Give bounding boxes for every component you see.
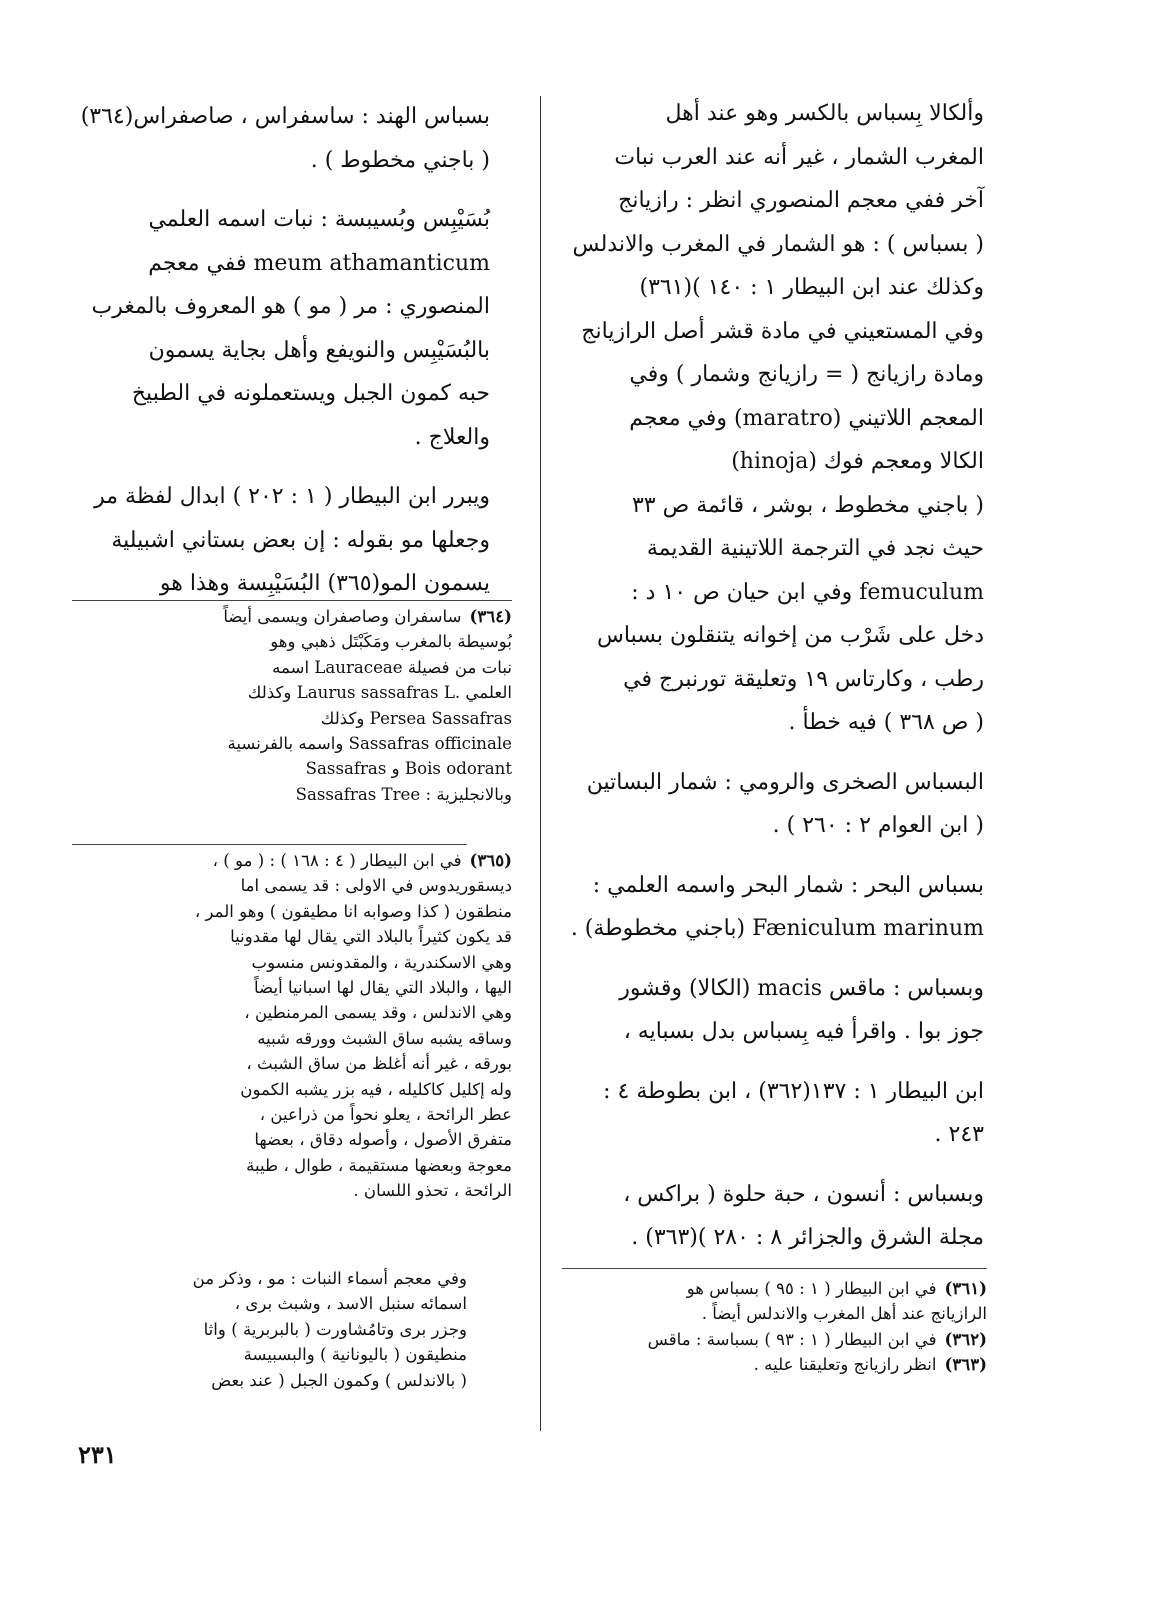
text-line: femuculum وفي ابن حيان ص ١٠ د : bbox=[631, 579, 984, 605]
text-line: المعجم اللاتيني (maratro) وفي معجم bbox=[629, 405, 984, 431]
text-line: اسمائه سنبل الاسد ، وشبث برى ، bbox=[234, 1294, 467, 1314]
text-line: ديسقوريدوس في الاولى : قد يسمى اما bbox=[240, 876, 512, 896]
left-column bbox=[72, 95, 490, 622]
text-line: المغرب الشمار ، غير أنه عند العرب نبات bbox=[614, 144, 984, 170]
footnote-number: (٣٦٣) bbox=[944, 1354, 987, 1375]
text-line: قد يكون كثيراً بالبلاد التي يقال لها مقدونيا bbox=[230, 927, 512, 947]
footnote-number: (٣٦٢) bbox=[944, 1328, 987, 1349]
text-line: ( ص ٣٦٨ ) فيه خطأ . bbox=[788, 710, 984, 735]
text-line: والعلاج . bbox=[414, 424, 490, 450]
text-line: رطب ، وكارتاس ١٩ وتعليقة تورنبرج في bbox=[623, 666, 984, 692]
text-line: جوز بوا . واقرأ فيه بِسباس بدل بسبايه ، bbox=[623, 1019, 984, 1044]
text-line: وجعلها مو بقوله : إن بعض بستاني اشبيلية bbox=[111, 527, 490, 553]
right-footnotes bbox=[562, 1276, 987, 1378]
text-line: ٢٤٣ . bbox=[934, 1122, 984, 1147]
text-line: حيث نجد في الترجمة اللاتينية القديمة bbox=[646, 536, 984, 561]
text-line: وجزر برى وتامُشاورت ( بالبربرية ) واثا bbox=[203, 1319, 467, 1339]
text-line: دخل على شَرْب من إخوانه يتنقلون بسباس bbox=[597, 623, 984, 648]
text-line: ( بسباس ) : هو الشمار في المغرب والاندلس bbox=[572, 231, 984, 257]
text-line: المنصوري : مر ( مو ) هو المعروف بالمغرب bbox=[91, 294, 490, 319]
text-line: ( بالاندلس ) وكمون الجبل ( عند بعض bbox=[211, 1370, 467, 1390]
footnote-number: (٣٦١) bbox=[944, 1278, 987, 1298]
footnote-364-block bbox=[72, 604, 512, 807]
text-line: وفي المستعيني في مادة قشر أصل الرازيانج bbox=[581, 318, 984, 344]
footnote-365-continuation bbox=[72, 1266, 467, 1393]
text-line: بسباس البحر : شمار البحر واسمه العلمي : bbox=[592, 872, 984, 898]
footnote-362 bbox=[562, 1327, 987, 1352]
footnote-number: (٣٦٥) bbox=[469, 850, 512, 870]
text-line: مجلة الشرق والجزائر ٨ : ٢٨٠ )(٣٦٣) . bbox=[631, 1225, 984, 1250]
text-line: ساسفران وصاصفران ويسمى أيضاً bbox=[223, 607, 462, 626]
text-line: وفي معجم أسماء النبات : مو ، وذكر من bbox=[192, 1269, 467, 1288]
entry-bisbas-bahr bbox=[562, 864, 984, 951]
text-line: في ابن البيطار ( ١ : ٩٥ ) بسباس هو bbox=[686, 1279, 937, 1298]
text-line: ومادة رازيانج ( = رازيانج وشمار ) وفي bbox=[629, 362, 984, 387]
text-line: الرائحة ، تحذو اللسان . bbox=[353, 1181, 512, 1201]
footnote-separator bbox=[72, 844, 467, 845]
text-line: وألكالا بِسباس بالكسر وهو عند أهل bbox=[665, 101, 984, 126]
text-line: نبات من فصيلة Lauraceae اسمه bbox=[272, 657, 512, 677]
text-line: معوجة وبعضها مستقيمة ، طوال ، طيبة bbox=[246, 1155, 512, 1175]
text-line: بالبُسَيْبِس والنويفع وأهل بجاية يسمون bbox=[148, 337, 490, 363]
text-line: آخر ففي معجم المنصوري انظر : رازيانج bbox=[618, 188, 984, 213]
text-line: Fæniculum marinum (باجني مخطوطة) . bbox=[570, 916, 984, 941]
text-line: وبالانجليزية : Sassafras Tree bbox=[295, 784, 512, 804]
text-line: بُسَيْبِس وبُسيبسة : نبات اسمه العلمي bbox=[148, 207, 490, 232]
text-line: ( ابن العوام ٢ : ٢٦٠ ) . bbox=[772, 813, 984, 838]
footnote-separator bbox=[562, 1268, 987, 1269]
entry-busaybis bbox=[72, 198, 490, 459]
text-line: ويبرر ابن البيطار ( ١ : ٢٠٢ ) ابدال لفظة مر bbox=[94, 484, 490, 509]
text-line: الرازيانج عند أهل المغرب والاندلس أيضاً . bbox=[701, 1304, 987, 1324]
text-line: بسباس الهند : ساسفراس ، صاصفراس(٣٦٤) bbox=[80, 104, 490, 129]
text-line: ( باجني مخطوط ، بوشر ، قائمة ص ٣٣ bbox=[631, 492, 984, 518]
footnote-365-cont bbox=[72, 1266, 467, 1393]
text-line: منطقون ( كذا وصوابه انا مطيقون ) وهو المر ، bbox=[194, 901, 512, 921]
text-line: البسباس الصخرى والرومي : شمار البساتين bbox=[586, 769, 984, 795]
text-line: عطر الرائحة ، يعلو نحواً من ذراعين ، bbox=[259, 1105, 512, 1125]
footnote-361 bbox=[562, 1276, 987, 1327]
text-line: وله إكليل كاكليله ، فيه بزر يشبه الكمون bbox=[240, 1079, 512, 1099]
text-line: وبسباس : ماقس macis (الكالا) وقشور bbox=[619, 975, 984, 1001]
footnote-separator bbox=[72, 600, 512, 601]
text-line: وهي الاسكندرية ، والمقدونس منسوب bbox=[251, 952, 512, 972]
text-line: بورقه ، غير أنه أغلظ من ساق الشبث ، bbox=[246, 1054, 512, 1074]
text-line: متفرق الأصول ، وأصوله دقاق ، بعضها bbox=[254, 1130, 512, 1150]
text-line: في ابن البيطار ( ١ : ٩٣ ) بسباسة : ماقس bbox=[647, 1329, 937, 1349]
text-line: Sassafras officinale واسمه بالفرنسية bbox=[227, 734, 512, 754]
text-line: اليها ، والبلاد التي يقال لها اسبانيا أيضاً bbox=[254, 978, 512, 998]
text-line: بُوسيطة بالمغرب ومَكَبْتَل ذهبي وهو bbox=[270, 632, 512, 652]
text-line: meum athamanticum ففي معجم bbox=[148, 250, 490, 276]
entry-bisbas-kasr bbox=[562, 92, 984, 745]
text-line: الكالا ومعجم فوك (hinoja) bbox=[731, 449, 984, 474]
entry-bisbas-sakhri bbox=[562, 761, 984, 848]
entry-bisbas-hind bbox=[72, 95, 490, 182]
text-line: حبه كمون الجبل ويستعملونه في الطبيخ bbox=[131, 381, 490, 406]
text-line: وهي الاندلس ، وقد يسمى المرمنطين ، bbox=[244, 1003, 512, 1023]
entry-ibn-baytar-mu bbox=[72, 475, 490, 606]
text-line: وكذلك عند ابن البيطار ١ : ١٤٠ )(٣٦١) bbox=[639, 275, 984, 300]
text-line: Persea Sassafras وكذلك bbox=[320, 708, 512, 728]
footnote-365-block bbox=[72, 848, 512, 1204]
footnote-363 bbox=[562, 1352, 987, 1377]
page-number: ٢٣١ bbox=[78, 1440, 117, 1469]
text-line: انظر رازيانج وتعليقنا عليه . bbox=[753, 1355, 937, 1375]
text-line: العلمي .Laurus sassafras L وكذلك bbox=[247, 683, 512, 703]
column-divider bbox=[540, 96, 541, 1431]
text-line: Bois odorant و Sassafras bbox=[305, 759, 512, 779]
text-line: منطيقون ( باليونانية ) والبسبيسة bbox=[243, 1345, 467, 1365]
footnote-365 bbox=[72, 848, 512, 1204]
text-line: يسمون المو(٣٦٥) البُسَيْبِسة وهذا هو bbox=[159, 571, 490, 596]
text-line: وبسباس : أنسون ، حبة حلوة ( براكس ، bbox=[623, 1181, 984, 1207]
text-line: وساقه يشبه ساق الشبث وورقه شبيه bbox=[257, 1028, 512, 1048]
entry-bisbas-maqis bbox=[562, 967, 984, 1054]
entry-bisbas-anisun bbox=[562, 1173, 984, 1260]
right-column bbox=[562, 92, 984, 1276]
footnote-364 bbox=[72, 604, 512, 807]
text-line: ( باجني مخطوط ) . bbox=[310, 147, 490, 173]
text-line: ابن البيطار ١ : ١٣٧(٣٦٢) ، ابن بطوطة ٤ : bbox=[603, 1078, 984, 1104]
footnote-number: (٣٦٤) bbox=[469, 606, 512, 626]
text-line: في ابن البيطار ( ٤ : ١٦٨ ) : ( مو ) ، bbox=[212, 851, 462, 870]
entry-ibn-baytar-ref bbox=[562, 1070, 984, 1157]
